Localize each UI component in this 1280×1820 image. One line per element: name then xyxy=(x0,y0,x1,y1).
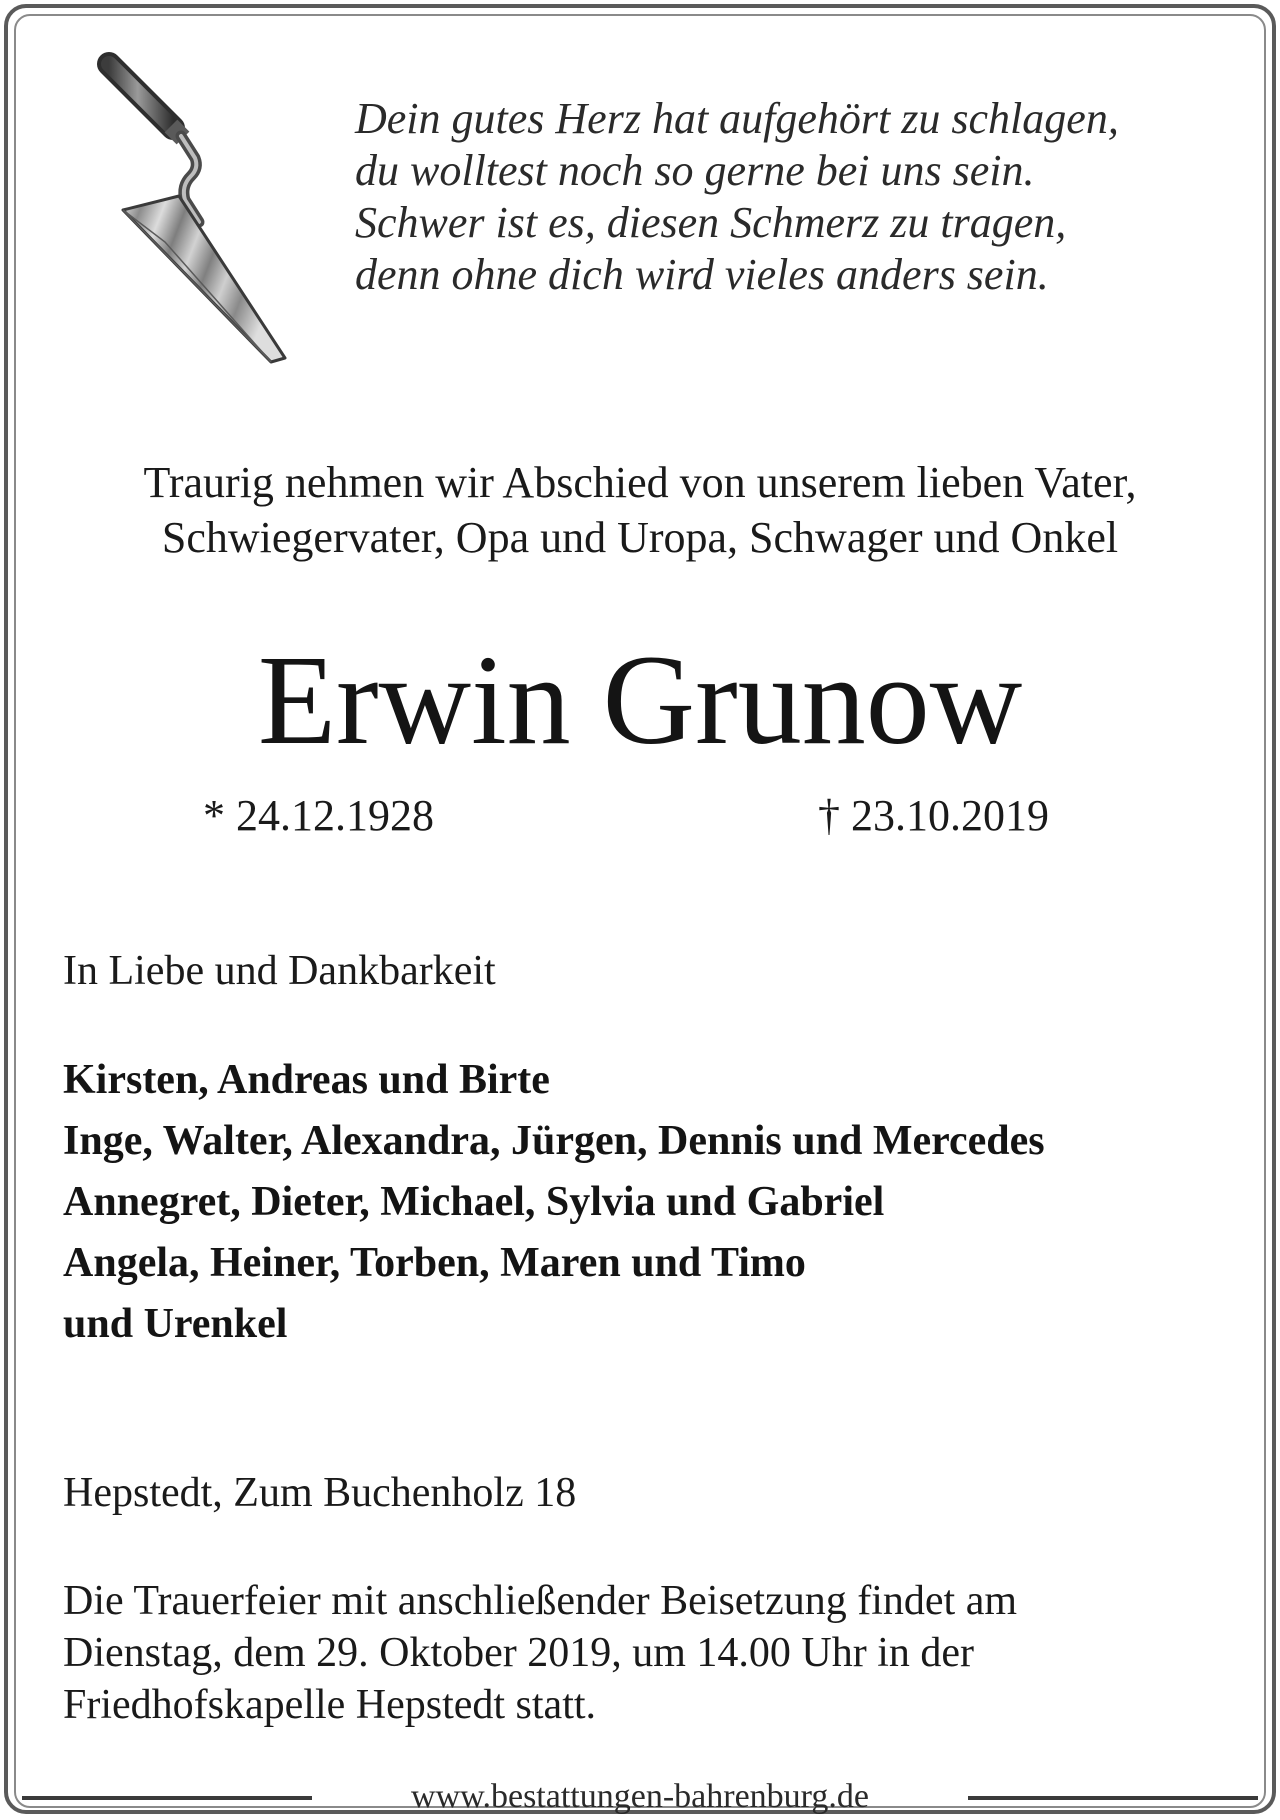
footer-rule-left xyxy=(22,1796,312,1800)
ceremony-notice xyxy=(63,1575,1253,1731)
gratitude-line: In Liebe und Dankbarkeit xyxy=(63,948,496,994)
family-list xyxy=(63,1050,1243,1355)
trowel-icon xyxy=(95,50,340,370)
poem-line: Dein gutes Herz hat aufgehört zu schlagen, xyxy=(355,94,1119,143)
ceremony-line: Friedhofskapelle Hepstedt statt. xyxy=(63,1682,597,1728)
death-date: † 23.10.2019 xyxy=(818,791,1049,840)
ceremony-line: Die Trauerfeier mit anschließender Beisetzung findet am xyxy=(63,1578,1018,1624)
ceremony-line: Dienstag, dem 29. Oktober 2019, um 14.00 Uhr in der xyxy=(63,1630,975,1676)
poem xyxy=(355,93,1255,301)
family-line: Kirsten, Andreas und Birte xyxy=(63,1057,550,1103)
intro-line: Traurig nehmen wir Abschied von unserem lieben Vater, xyxy=(143,458,1137,507)
poem-line: du wolltest noch so gerne bei uns sein. xyxy=(355,146,1035,195)
address: Hepstedt, Zum Buchenholz 18 xyxy=(63,1470,577,1516)
family-line: und Urenkel xyxy=(63,1301,288,1347)
birth-date: * 24.12.1928 xyxy=(203,791,434,840)
footer-rule-right xyxy=(968,1796,1258,1800)
family-line: Annegret, Dieter, Michael, Sylvia und Gabriel xyxy=(63,1179,885,1225)
poem-line: denn ohne dich wird vieles anders sein. xyxy=(355,250,1049,299)
family-line: Angela, Heiner, Torben, Maren und Timo xyxy=(63,1240,806,1286)
deceased-name: Erwin Grunow xyxy=(257,629,1023,771)
family-line: Inge, Walter, Alexandra, Jürgen, Dennis und Mercedes xyxy=(63,1118,1045,1164)
footer xyxy=(0,1776,1280,1820)
intro-text xyxy=(0,455,1280,565)
funeral-home-url: www.bestattungen-bahrenburg.de xyxy=(411,1778,869,1815)
poem-line: Schwer ist es, diesen Schmerz zu tragen, xyxy=(355,198,1067,247)
intro-line: Schwiegervater, Opa und Uropa, Schwager und Onkel xyxy=(161,513,1119,562)
